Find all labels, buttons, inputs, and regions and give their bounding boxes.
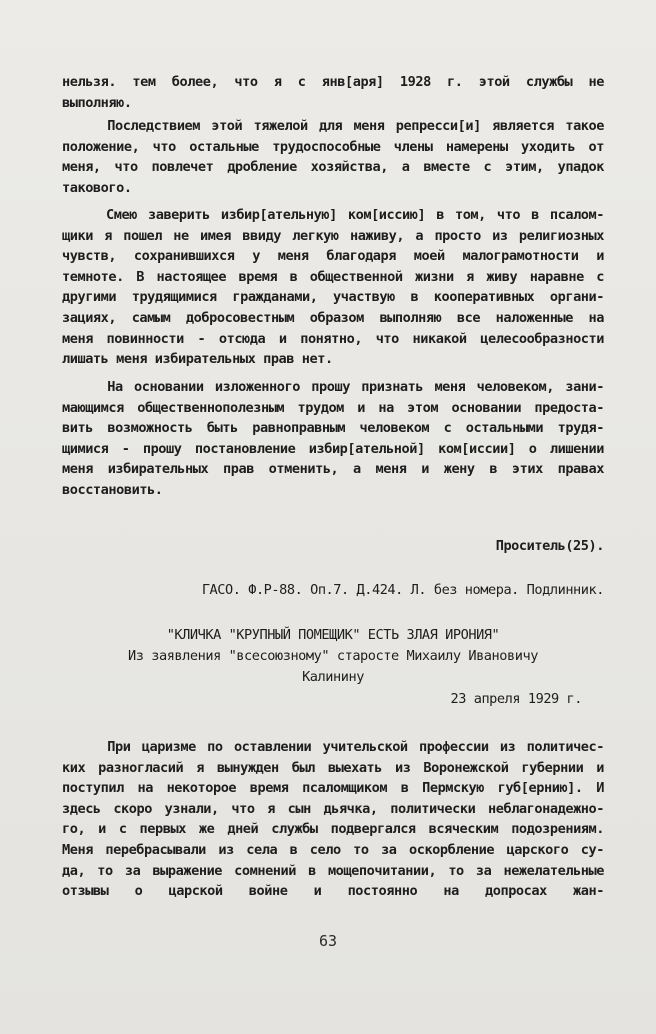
text-line: Меня перебрасывали из села в село то за оскорбление царского су- xyxy=(62,841,604,858)
text-line: да, то за выражение сомнений в мощепочитании, то за нежелательные xyxy=(62,862,604,879)
text-line: лишать меня избирательных прав нет. xyxy=(62,351,333,368)
text-line: поступил на некоторое время псаломщиком в Пермскую губ[ернию]. И xyxy=(62,780,604,797)
page-number: 63 xyxy=(318,932,338,950)
text-line: ких разногласий я вынужден был выехать из Воронежской губернии и xyxy=(62,759,604,776)
text-line: меня повинности - отсюда и понятно, что никакой целесообразности xyxy=(62,330,604,347)
text-line: меня избирательных прав отменить, а меня и жену в этих правах xyxy=(62,461,604,478)
text-line: При царизме по оставлении учительской профессии из политичес- xyxy=(62,739,604,755)
paragraph-tsarism xyxy=(62,737,604,902)
text-line: щики я пошел не имея ввиду легкую наживу, а просто из религиозных xyxy=(62,227,604,244)
text-line: положение, что остальные трудоспособные члены намерены уходить от xyxy=(62,138,604,155)
text-line: го, и с первых же дней службы подвергался всяческим подозрениям. xyxy=(62,821,604,838)
text-line: темноте. В настоящее время в общественной жизни я живу наравне с xyxy=(62,268,604,285)
signature: Проситель(25). xyxy=(495,538,604,554)
document-subtitle-2: Калинину xyxy=(302,669,364,685)
document-date: 23 апреля 1929 г. xyxy=(450,691,582,707)
text-line: такового. xyxy=(62,179,132,196)
text-line: восстановить. xyxy=(62,481,163,498)
document-subtitle: Из заявления "всесоюзному" старосте Михаилу Ивановичу xyxy=(128,648,538,664)
text-line: отзывы о царской войне и постоянно на допросах жан- xyxy=(62,883,604,900)
text-line: щимися - прошу постановление избир[ательной] ком[иссии] о лишении xyxy=(62,440,604,457)
text-line: выполняю. xyxy=(62,94,132,111)
paragraph-assurance xyxy=(62,205,604,370)
paragraph-repression xyxy=(62,116,604,198)
archive-reference: ГАСО. Ф.Р-88. Оп.7. Д.424. Л. без номера. Подлинник. xyxy=(201,582,604,598)
text-line: меня, что повлечет дробление хозяйства, а вместе с этим, упадок xyxy=(62,159,604,176)
text-line: другими трудящимися гражданами, участвую в кооперативных органи- xyxy=(62,289,604,306)
text-line: здесь скоро узнали, что я сын дьячка, политически неблагонадежно- xyxy=(62,800,604,817)
text-line: Смею заверить избир[ательную] ком[иссию] в том, что в псалом- xyxy=(62,207,604,223)
text-line: нельзя. тем более, что я с янв[аря] 1928 г. этой службы не xyxy=(62,74,604,90)
text-line: Последствием этой тяжелой для меня репресси[и] является такое xyxy=(62,118,604,134)
paragraph-continuation xyxy=(62,72,604,113)
document-heading: "КЛИЧКА "КРУПНЫЙ ПОМЕЩИК" ЕСТЬ ЗЛАЯ ИРОНИЯ" xyxy=(166,627,500,643)
text-line: вить возможность быть равноправным человеком с остальными трудя- xyxy=(62,420,604,437)
text-line: На основании изложенного прошу признать меня человеком, зани- xyxy=(62,379,604,395)
text-line: чувств, сохранившихся у меня благодаря моей малограмотности и xyxy=(62,248,604,265)
text-line: зациях, самым добросовестным образом выполняю все наложенные на xyxy=(62,309,604,326)
text-line: мающимся общественнополезным трудом и на этом основании предоста- xyxy=(62,399,604,416)
paragraph-request xyxy=(62,377,604,501)
